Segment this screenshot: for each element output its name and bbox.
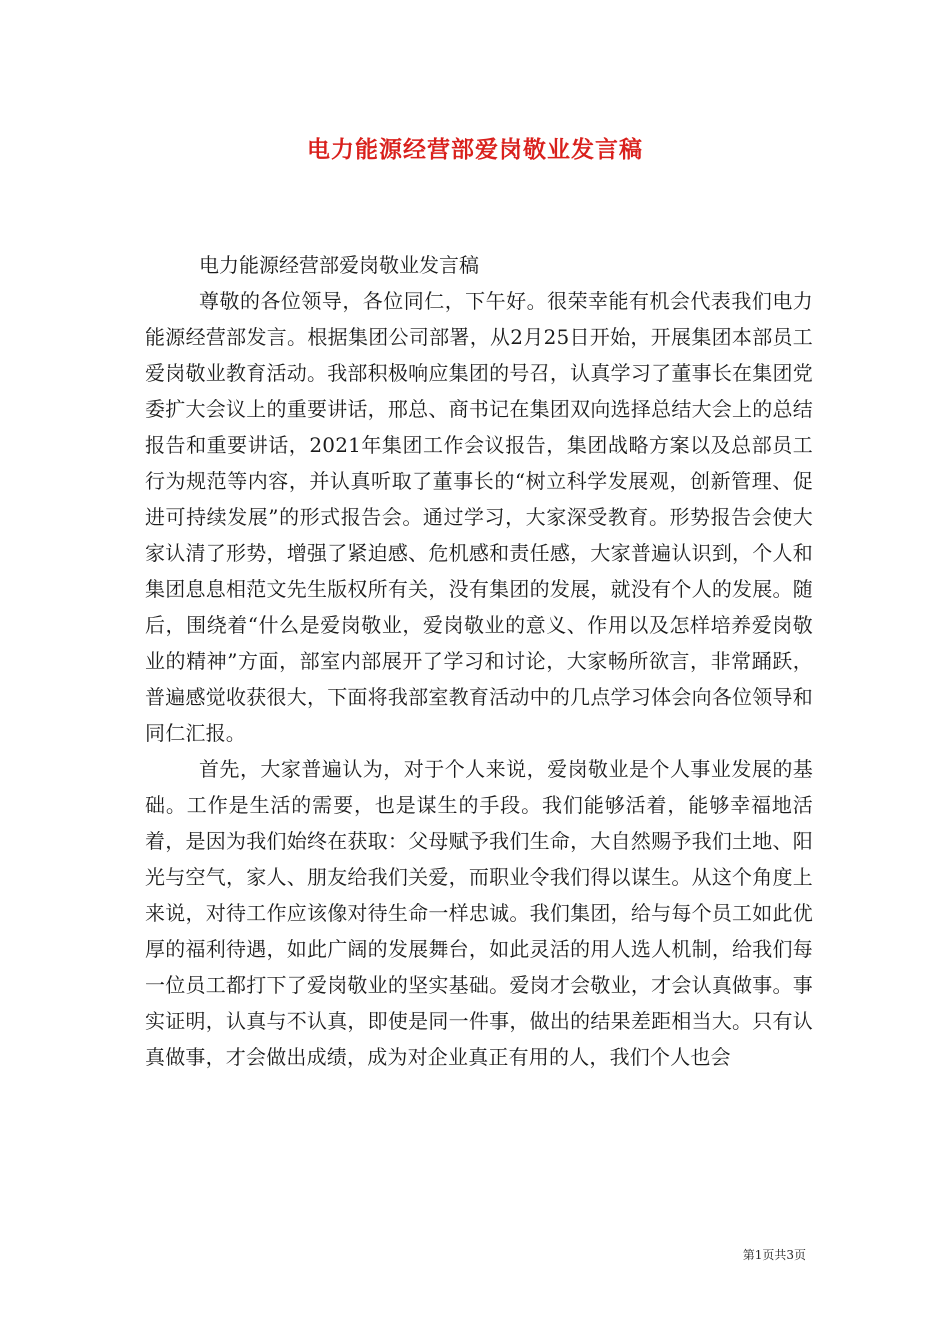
- paragraph: 首先，大家普遍认为，对于个人来说，爱岗敬业是个人事业发展的基础。工作是生活的需要，也是谋生的手段。我们能够活着，能够幸福地活着，是因为我们始终在获取：父母赋予我们生命，大自然赐予我们土地、阳光与空气，家人、朋友给我们关爱，而职业令我们得以谋生。从这个角度上来说，对待工作应该像对待生命一样忠诚。我们集团，给与每个员工如此优厚的福利待遇，如此广阔的发展舞台，如此灵活的用人选人机制，给我们每一位员工都打下了爱岗敬业的坚实基础。爱岗才会敬业，才会认真做事。事实证明，认真与不认真，即使是同一件事，做出的结果差距相当大。只有认真做事，才会做出成绩，成为对企业真正有用的人，我们个人也会: [145, 757, 813, 1069]
- document-body: [145, 247, 813, 1075]
- page-number: 第1页共3页: [742, 1248, 806, 1262]
- document-subtitle: 电力能源经营部爱岗敬业发言稿: [199, 253, 479, 277]
- page-title: 电力能源经营部爱岗敬业发言稿: [307, 136, 643, 163]
- paragraph: 尊敬的各位领导，各位同仁，下午好。很荣幸能有机会代表我们电力能源经营部发言。根据集团公司部署，从2月25日开始，开展集团本部员工爱岗敬业教育活动。我部积极响应集团的号召，认真学习了董事长在集团党委扩大会议上的重要讲话，邢总、商书记在集团双向选择总结大会上的总结报告和重要讲话，2021年集团工作会议报告，集团战略方案以及总部员工行为规范等内容，并认真听取了董事长的“树立科学发展观，创新管理、促进可持续发展”的形式报告会。通过学习，大家深受教育。形势报告会使大家认清了形势，增强了紧迫感、危机感和责任感，大家普遍认识到，个人和集团息息相范文先生版权所有关，没有集团的发展，就没有个人的发展。随后，围绕着“什么是爱岗敬业，爱岗敬业的意义、作用以及怎样培养爱岗敬业的精神”方面，部室内部展开了学习和讨论，大家畅所欲言，非常踊跃，普遍感觉收获很大，下面将我部室教育活动中的几点学习体会向各位领导和同仁汇报。: [145, 289, 813, 745]
